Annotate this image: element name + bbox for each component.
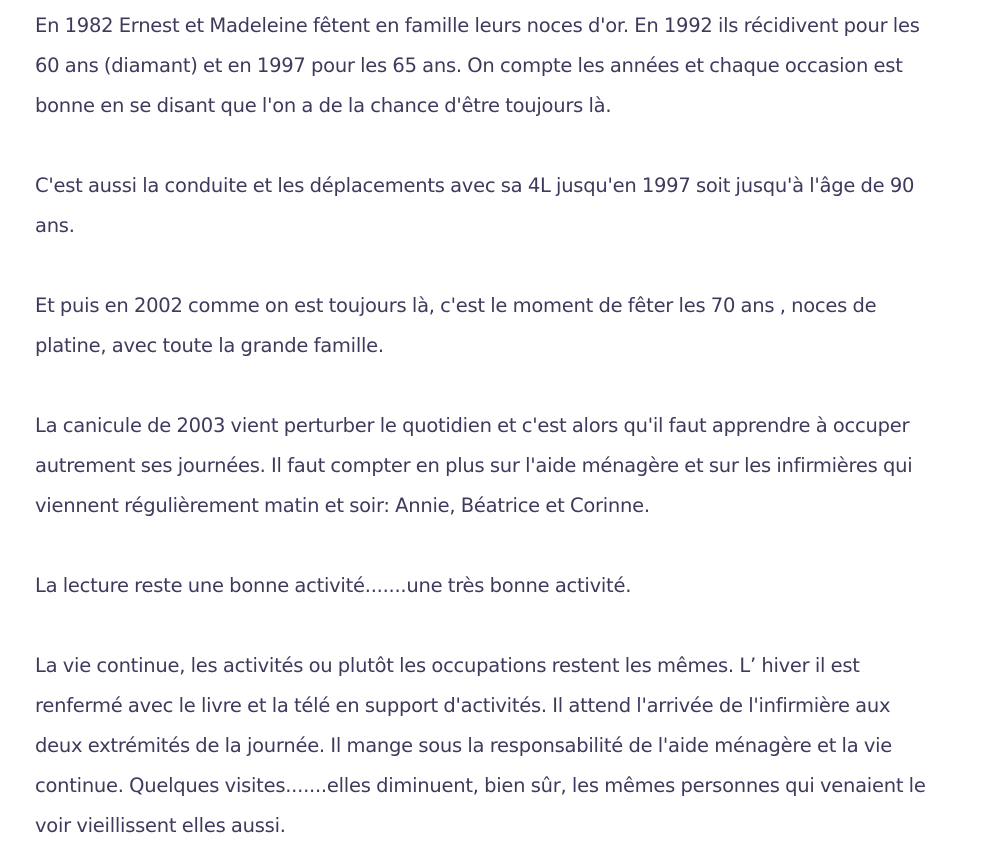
paragraph-platinum-wedding	[35, 286, 950, 366]
text-line: deux extrémités de la journée. Il mange sous la responsabilité de l'aide ménagère et la vie	[35, 734, 893, 757]
text-line: La canicule de 2003 vient perturber le quotidien et c'est alors qu'il faut apprendre à occuper	[35, 414, 910, 437]
text-line: bonne en se disant que l'on a de la chance d'être toujours là.	[35, 94, 612, 117]
text-line: Et puis en 2002 comme on est toujours là, c'est le moment de fêter les 70 ans , noces de	[35, 294, 877, 317]
text-line: continue. Quelques visites.......elles diminuent, bien sûr, les mêmes personnes qui venaient le	[35, 774, 926, 797]
paragraph-life-continues	[35, 646, 950, 846]
text-line: ans.	[35, 214, 75, 237]
text-line: La lecture reste une bonne activité.......une très bonne activité.	[35, 574, 632, 597]
text-line: autrement ses journées. Il faut compter en plus sur l'aide ménagère et sur les infirmières qui	[35, 454, 913, 477]
text-line: voir vieillissent elles aussi.	[35, 814, 286, 837]
paragraph-heatwave	[35, 406, 950, 526]
text-line: En 1982 Ernest et Madeleine fêtent en famille leurs noces d'or. En 1992 ils récidivent pour les	[35, 14, 920, 37]
text-line: La vie continue, les activités ou plutôt les occupations restent les mêmes. L’ hiver il est	[35, 654, 860, 677]
paragraph-reading	[35, 566, 950, 606]
text-line: 60 ans (diamant) et en 1997 pour les 65 ans. On compte les années et chaque occasion est	[35, 54, 903, 77]
paragraph-driving	[35, 166, 950, 246]
text-line: viennent régulièrement matin et soir: Annie, Béatrice et Corinne.	[35, 494, 650, 517]
paragraph-golden-wedding	[35, 6, 950, 126]
text-line: C'est aussi la conduite et les déplacements avec sa 4L jusqu'en 1997 soit jusqu'à l'âge de 90	[35, 174, 915, 197]
text-line: platine, avec toute la grande famille.	[35, 334, 384, 357]
text-line: renfermé avec le livre et la télé en support d'activités. Il attend l'arrivée de l'infirmière aux	[35, 694, 891, 717]
